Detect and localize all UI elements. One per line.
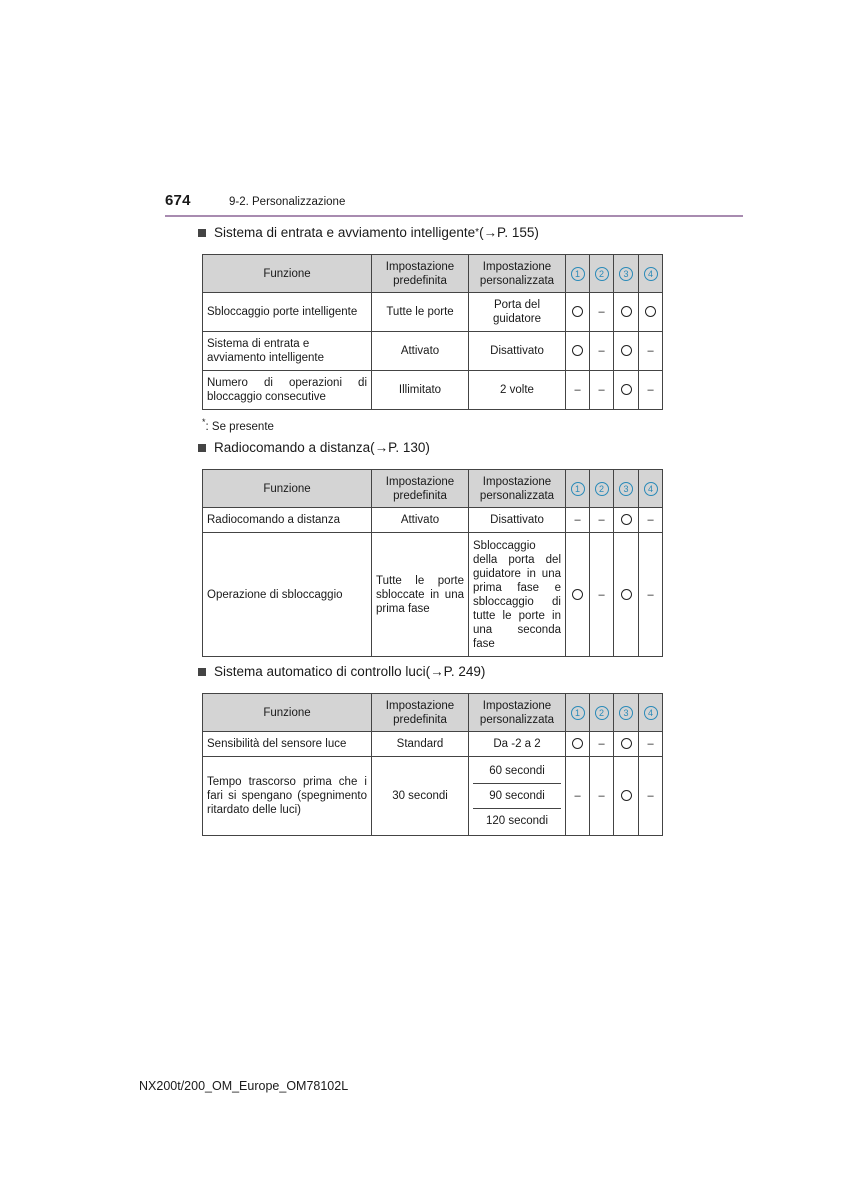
page-reference-link[interactable]: (→P. 249) — [425, 664, 486, 679]
cell-mark — [614, 732, 639, 757]
cell-default: Attivato — [372, 508, 469, 533]
cell-default: 30 secondi — [372, 757, 469, 836]
circled-number-2-icon: 2 — [595, 482, 609, 496]
cell-default: Illimitato — [372, 371, 469, 410]
circle-mark-icon — [621, 345, 632, 356]
circle-mark-icon — [572, 738, 583, 749]
col-header-method-1 — [566, 694, 590, 732]
table-header-row — [203, 694, 663, 732]
dash-mark: – — [598, 514, 605, 526]
cell-mark — [639, 508, 663, 533]
settings-table-smart-entry — [202, 254, 663, 410]
section-title-auto-light: Sistema automatico di controllo luci (→P. 249) — [198, 664, 485, 679]
cell-custom: Disattivato — [469, 508, 566, 533]
cell-mark — [590, 732, 614, 757]
bullet-square-icon — [198, 229, 206, 237]
circle-mark-icon — [621, 738, 632, 749]
col-header-method-3 — [614, 470, 639, 508]
cell-mark — [566, 732, 590, 757]
settings-table-remote-control — [202, 469, 663, 657]
cell-mark — [590, 293, 614, 332]
cell-default: Tutte le porte sbloccate in una prima fase — [372, 533, 469, 657]
circle-mark-icon — [645, 306, 656, 317]
col-header-method-2 — [590, 470, 614, 508]
cell-mark — [614, 332, 639, 371]
table-row — [203, 732, 663, 757]
cell-default: Standard — [372, 732, 469, 757]
circle-mark-icon — [621, 384, 632, 395]
circled-number-3-icon: 3 — [619, 482, 633, 496]
dash-mark: – — [598, 306, 605, 318]
cell-mark — [590, 371, 614, 410]
dash-mark: – — [598, 384, 605, 396]
table-row — [203, 533, 663, 657]
circled-number-1-icon: 1 — [571, 482, 585, 496]
bullet-square-icon — [198, 668, 206, 676]
cell-default: Attivato — [372, 332, 469, 371]
dash-mark: – — [598, 345, 605, 357]
cell-function: Sbloccaggio porte intelligente — [203, 293, 372, 332]
cell-mark — [639, 533, 663, 657]
cell-mark — [614, 508, 639, 533]
cell-mark — [590, 757, 614, 836]
dash-mark: – — [598, 588, 605, 601]
col-header-method-4 — [639, 694, 663, 732]
custom-option: 90 secondi — [473, 784, 561, 809]
document-code: NX200t/200_OM_Europe_OM78102L — [139, 1079, 349, 1093]
cell-custom: 2 volte — [469, 371, 566, 410]
cell-custom-options — [469, 757, 566, 836]
circle-mark-icon — [572, 589, 583, 600]
cell-mark — [614, 371, 639, 410]
table-header-row — [203, 470, 663, 508]
col-header-default: Impostazione predefinita — [372, 694, 469, 732]
cell-mark — [639, 293, 663, 332]
dash-mark: – — [647, 588, 654, 601]
cell-mark — [566, 332, 590, 371]
col-header-method-2 — [590, 694, 614, 732]
circled-number-2-icon: 2 — [595, 267, 609, 281]
circle-mark-icon — [621, 589, 632, 600]
col-header-custom: Impostazione personalizzata — [469, 255, 566, 293]
cell-custom: Porta del guidatore — [469, 293, 566, 332]
cell-function: Radiocomando a distanza — [203, 508, 372, 533]
page-reference-link[interactable]: (→P. 155) — [479, 225, 539, 240]
col-header-default: Impostazione predefinita — [372, 255, 469, 293]
col-header-function: Funzione — [203, 255, 372, 293]
custom-option: 60 secondi — [473, 759, 561, 784]
cell-function: Numero di operazioni di bloccaggio consecutive — [203, 371, 372, 410]
col-header-function: Funzione — [203, 470, 372, 508]
section-title-remote-control: Radiocomando a distanza (→P. 130) — [198, 440, 430, 455]
circle-mark-icon — [621, 790, 632, 801]
dash-mark: – — [647, 738, 654, 750]
table-row — [203, 332, 663, 371]
table-row — [203, 371, 663, 410]
cell-mark — [639, 332, 663, 371]
col-header-method-3 — [614, 694, 639, 732]
cell-function: Tempo trascorso prima che i fari si spengano (spegnimento ritardato delle luci) — [203, 757, 372, 836]
cell-mark — [590, 533, 614, 657]
circle-mark-icon — [621, 306, 632, 317]
cell-mark — [639, 757, 663, 836]
circled-number-1-icon: 1 — [571, 267, 585, 281]
col-header-function: Funzione — [203, 694, 372, 732]
dash-mark: – — [574, 790, 581, 802]
footnote: *: Se presente — [202, 417, 274, 433]
table-row — [203, 508, 663, 533]
dash-mark: – — [647, 514, 654, 526]
col-header-custom: Impostazione personalizzata — [469, 694, 566, 732]
cell-mark — [639, 732, 663, 757]
circle-mark-icon — [572, 306, 583, 317]
col-header-method-1 — [566, 255, 590, 293]
dash-mark: – — [647, 790, 654, 802]
col-header-method-2 — [590, 255, 614, 293]
settings-table-auto-light — [202, 693, 663, 836]
page-number: 674 — [165, 192, 191, 209]
cell-mark — [614, 533, 639, 657]
col-header-default: Impostazione predefinita — [372, 470, 469, 508]
table-row — [203, 757, 663, 836]
cell-custom: Sbloccaggio della porta del guidatore in una prima fase e sbloccaggio di tutte le porte in una seconda fase — [469, 533, 566, 657]
col-header-method-4 — [639, 470, 663, 508]
page-reference-link[interactable]: (→P. 130) — [370, 440, 430, 455]
circled-number-4-icon: 4 — [644, 267, 658, 281]
header-divider — [165, 215, 743, 217]
cell-mark — [566, 371, 590, 410]
cell-mark — [590, 508, 614, 533]
cell-default: Tutte le porte — [372, 293, 469, 332]
dash-mark: – — [598, 790, 605, 802]
page-header — [165, 192, 743, 218]
dash-mark: – — [647, 384, 654, 396]
cell-function: Sensibilità del sensore luce — [203, 732, 372, 757]
cell-mark — [566, 508, 590, 533]
dash-mark: – — [598, 738, 605, 750]
section-title-smart-entry: Sistema di entrata e avviamento intelligente * (→P. 155) — [198, 225, 539, 240]
table-header-row — [203, 255, 663, 293]
cell-mark — [614, 757, 639, 836]
bullet-square-icon — [198, 444, 206, 452]
cell-function: Operazione di sbloccaggio — [203, 533, 372, 657]
dash-mark: – — [647, 345, 654, 357]
col-header-method-1 — [566, 470, 590, 508]
col-header-method-3 — [614, 255, 639, 293]
cell-mark — [614, 293, 639, 332]
circled-number-4-icon: 4 — [644, 706, 658, 720]
chapter-title: 9-2. Personalizzazione — [229, 196, 346, 208]
cell-mark — [639, 371, 663, 410]
dash-mark: – — [574, 384, 581, 396]
col-header-custom: Impostazione personalizzata — [469, 470, 566, 508]
circled-number-4-icon: 4 — [644, 482, 658, 496]
cell-custom: Da -2 a 2 — [469, 732, 566, 757]
table-row — [203, 293, 663, 332]
circled-number-3-icon: 3 — [619, 267, 633, 281]
cell-function: Sistema di entrata e avviamento intelligente — [203, 332, 372, 371]
circle-mark-icon — [572, 345, 583, 356]
custom-option: 120 secondi — [485, 815, 549, 827]
cell-mark — [590, 332, 614, 371]
circled-number-1-icon: 1 — [571, 706, 585, 720]
col-header-method-4 — [639, 255, 663, 293]
circled-number-3-icon: 3 — [619, 706, 633, 720]
cell-mark — [566, 533, 590, 657]
cell-mark — [566, 293, 590, 332]
circle-mark-icon — [621, 514, 632, 525]
circled-number-2-icon: 2 — [595, 706, 609, 720]
cell-mark — [566, 757, 590, 836]
cell-custom: Disattivato — [469, 332, 566, 371]
dash-mark: – — [574, 514, 581, 526]
